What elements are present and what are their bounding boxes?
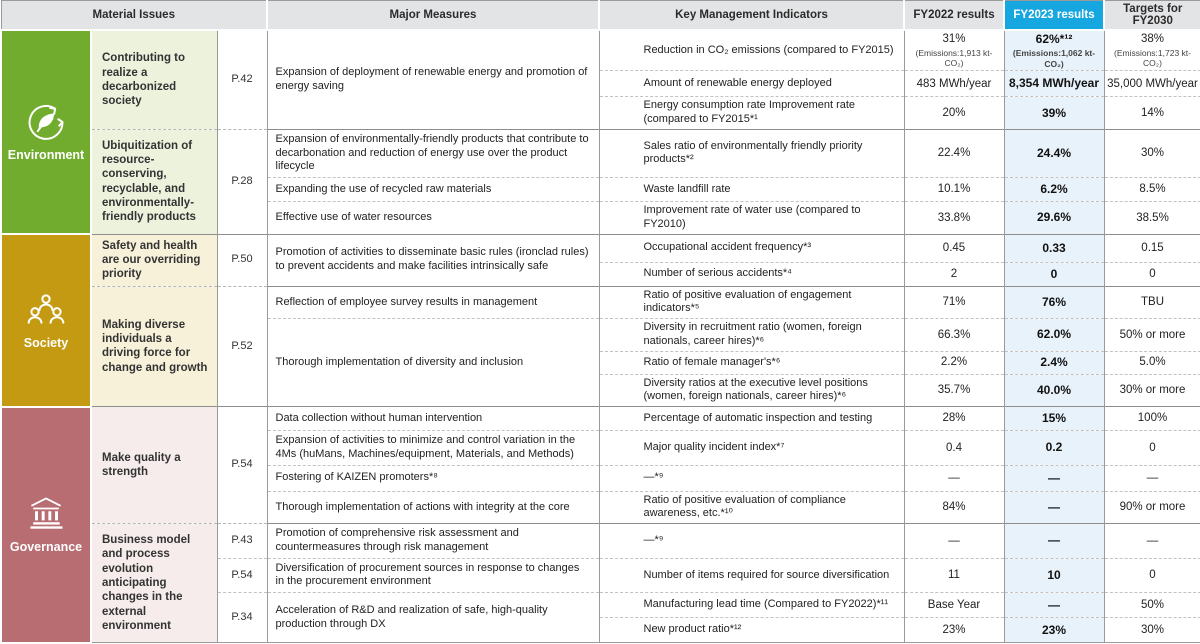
fy2023-value xyxy=(1004,202,1104,235)
material-issue-cell: Ubiquitization of resource- conserving, recyclable, and environmentally-friendly products xyxy=(91,129,217,234)
indicator-cell: Percentage of automatic inspection and testing xyxy=(599,407,904,431)
value-main: 0.15 xyxy=(1141,241,1164,254)
measure-cell: Diversification of procurement sources in response to changes in the procurement environment xyxy=(267,558,599,593)
measure-cell: Thorough implementation of actions with integrity at the core xyxy=(267,491,599,524)
table-row xyxy=(1,30,1200,71)
indicator-cell: Ratio of positive evaluation of compliance awareness, etc.*¹⁰ xyxy=(599,491,904,524)
value-main: 5.0% xyxy=(1139,356,1166,369)
fy2022-value xyxy=(904,234,1004,262)
material-issue-cell: Safety and health are our overriding priority xyxy=(91,234,217,286)
section-society xyxy=(1,234,91,407)
value-main: 28% xyxy=(942,412,966,425)
material-issue-cell: Business model and process evolution anticipating changes in the external environment xyxy=(91,524,217,643)
table-row xyxy=(1,524,1200,559)
fy2022-value xyxy=(904,407,1004,431)
value-main: 8,354 MWh/year xyxy=(1008,76,1100,91)
fy2030-target xyxy=(1104,465,1200,491)
material-issue-cell: Make quality a strength xyxy=(91,407,217,524)
measure-cell: Promotion of activities to disseminate basic rules (ironclad rules) to prevent accidents and make facilities intrinsically safe xyxy=(267,234,599,286)
fy2023-value xyxy=(1004,286,1104,319)
value-main: 6.2% xyxy=(1040,182,1068,196)
value-main: 39% xyxy=(1041,105,1067,120)
indicator-cell: —*⁹ xyxy=(599,465,904,491)
value-main: — xyxy=(1146,471,1159,484)
fy2022-value xyxy=(904,286,1004,319)
fy2023-value xyxy=(1004,262,1104,286)
measure-cell: Effective use of water resources xyxy=(267,202,599,235)
value-main: 90% or more xyxy=(1119,501,1186,514)
fy2023-value xyxy=(1004,30,1104,71)
fy2022-value xyxy=(904,374,1004,407)
value-main: 23% xyxy=(1041,622,1067,637)
value-main: 10 xyxy=(1047,567,1061,582)
fy2022-value xyxy=(904,97,1004,130)
measure-cell: Expansion of environmentally-friendly products that contribute to decarbonation and reduction of energy use over the product lifecycle xyxy=(267,129,599,177)
value-main: 33.8% xyxy=(937,211,971,224)
fy2030-target xyxy=(1104,351,1200,374)
value-main: 62%*¹² xyxy=(1035,32,1073,46)
fy2022-value xyxy=(904,491,1004,524)
value-main: 14% xyxy=(1140,106,1165,119)
value-main: 84% xyxy=(942,501,966,514)
indicator-cell: Number of items required for source diversification xyxy=(599,558,904,593)
fy2023-value xyxy=(1004,71,1104,97)
fy2030-target xyxy=(1104,374,1200,407)
fy2030-target xyxy=(1104,286,1200,319)
section-label: Society xyxy=(23,336,69,350)
table-row xyxy=(1,129,1200,177)
value-main: 35,000 MWh/year xyxy=(1107,77,1198,90)
indicator-cell: Major quality incident index*⁷ xyxy=(599,431,904,466)
section-environment xyxy=(1,30,91,234)
indicator-cell: Waste landfill rate xyxy=(599,178,904,202)
fy2030-target xyxy=(1104,202,1200,235)
fy2022-value xyxy=(904,71,1004,97)
value-main: 20% xyxy=(942,106,966,119)
indicator-cell: Energy consumption rate Improvement rate (compared to FY2015*¹ xyxy=(599,97,904,130)
value-main: 10.1% xyxy=(937,183,971,196)
value-main: 0 xyxy=(1149,267,1156,280)
value-main: 0.4 xyxy=(946,441,962,454)
table-row xyxy=(1,286,1200,319)
fy2022-value xyxy=(904,593,1004,618)
fy2030-target xyxy=(1104,178,1200,202)
fy2030-target xyxy=(1104,558,1200,593)
value-main: 71% xyxy=(942,296,966,309)
value-main: 0 xyxy=(1050,266,1058,281)
people-group-icon xyxy=(25,289,67,331)
fy2022-value xyxy=(904,129,1004,177)
measure-cell: Expanding the use of recycled raw materials xyxy=(267,178,599,202)
fy2023-value xyxy=(1004,234,1104,262)
measure-cell: Promotion of comprehensive risk assessment and countermeasures through risk management xyxy=(267,524,599,559)
fy2023-value xyxy=(1004,618,1104,643)
value-main: 0.45 xyxy=(942,241,966,254)
value-main: 100% xyxy=(1137,412,1168,425)
table-row xyxy=(1,234,1200,262)
page-ref: P.54 xyxy=(217,407,267,524)
fy2030-target xyxy=(1104,71,1200,97)
value-main: 8.5% xyxy=(1139,183,1166,196)
value-main: 2 xyxy=(950,267,958,280)
measure-cell: Reflection of employee survey results in management xyxy=(267,286,599,319)
indicator-cell: Sales ratio of environmentally friendly priority products*² xyxy=(599,129,904,177)
value-main: 2.4% xyxy=(1040,355,1068,370)
fy2030-target xyxy=(1104,618,1200,643)
value-main: 0 xyxy=(1149,569,1156,582)
indicator-cell: Ratio of positive evaluation of engagement indicators*⁵ xyxy=(599,286,904,319)
page-ref: P.52 xyxy=(217,286,267,407)
fy2023-value xyxy=(1004,351,1104,374)
section-label: Environment xyxy=(7,147,85,162)
header-targets-fy2030: Targets for FY2030 xyxy=(1104,1,1200,31)
fy2023-value xyxy=(1004,465,1104,491)
value-sub: (Emissions:1,062 kt-CO₂) xyxy=(1012,48,1096,69)
page-ref: P.50 xyxy=(217,234,267,286)
fy2030-target xyxy=(1104,97,1200,130)
value-main: 30% xyxy=(1140,147,1165,160)
fy2030-target xyxy=(1104,234,1200,262)
eco-leaf-recycle-icon xyxy=(25,101,67,143)
fy2023-value xyxy=(1004,524,1104,559)
header-fy2022-results: FY2022 results xyxy=(904,1,1004,31)
material-issue-cell: Contributing to realize a decarbonized society xyxy=(91,30,217,129)
value-main: — xyxy=(1048,470,1060,485)
value-main: 50% xyxy=(1140,598,1165,611)
value-main: 38% xyxy=(1140,33,1165,46)
fy2023-value xyxy=(1004,407,1104,431)
fy2030-target xyxy=(1104,431,1200,466)
table-row xyxy=(1,407,1200,431)
header-key-management-indicators: Key Management Indicators xyxy=(599,1,904,31)
value-main: 35.7% xyxy=(937,384,971,397)
value-main: 38.5% xyxy=(1136,211,1169,224)
value-main: — xyxy=(1048,499,1060,514)
value-main: 30% xyxy=(1140,623,1165,636)
fy2023-value xyxy=(1004,491,1104,524)
value-main: 15% xyxy=(1041,411,1067,426)
value-main: — xyxy=(948,534,960,547)
value-main: 76% xyxy=(1041,294,1067,309)
indicator-cell: Occupational accident frequency*³ xyxy=(599,234,904,262)
fy2022-value xyxy=(904,202,1004,235)
fy2022-value xyxy=(904,262,1004,286)
fy2023-value xyxy=(1004,319,1104,352)
value-main: 40.0% xyxy=(1036,382,1072,397)
fy2023-value xyxy=(1004,178,1104,202)
fy2023-value xyxy=(1004,374,1104,407)
material-issue-cell: Making diverse individuals a driving force for change and growth xyxy=(91,286,217,407)
fy2022-value xyxy=(904,178,1004,202)
value-main: 22.4% xyxy=(937,147,971,160)
value-main: — xyxy=(1146,534,1159,547)
value-main: TBU xyxy=(1141,296,1164,309)
value-main: 24.4% xyxy=(1036,145,1072,160)
value-main: 31% xyxy=(942,33,966,46)
value-main: Base Year xyxy=(927,598,981,611)
fy2030-target xyxy=(1104,407,1200,431)
indicator-cell: Diversity in recruitment ratio (women, foreign nationals, career hires)*⁶ xyxy=(599,319,904,352)
header-material-issues: Material Issues xyxy=(1,1,267,31)
section-label: Governance xyxy=(9,540,83,555)
indicator-cell: —*⁹ xyxy=(599,524,904,559)
fy2022-value xyxy=(904,524,1004,559)
measure-cell: Expansion of activities to minimize and control variation in the 4Ms (huMans, Machines/equipment, Materials, and Methods) xyxy=(267,431,599,466)
value-main: 23% xyxy=(942,623,966,636)
fy2023-value xyxy=(1004,129,1104,177)
fy2023-value xyxy=(1004,97,1104,130)
value-main: — xyxy=(948,471,960,484)
section-governance xyxy=(1,407,91,643)
value-main: 66.3% xyxy=(937,328,971,341)
header-major-measures: Major Measures xyxy=(267,1,599,31)
indicator-cell: Diversity ratios at the executive level positions (women, foreign nationals, career hires)*⁶ xyxy=(599,374,904,407)
indicator-cell: Manufacturing lead time (Compared to FY2022)*¹¹ xyxy=(599,593,904,618)
page-ref: P.43 xyxy=(217,524,267,559)
fy2030-target xyxy=(1104,524,1200,559)
fy2030-target xyxy=(1104,593,1200,618)
fy2022-value xyxy=(904,30,1004,71)
fy2022-value xyxy=(904,465,1004,491)
value-main: 0 xyxy=(1149,441,1156,454)
bank-building-icon xyxy=(25,493,67,535)
measure-cell: Thorough implementation of diversity and inclusion xyxy=(267,319,599,407)
value-main: — xyxy=(1048,597,1060,612)
page-ref: P.42 xyxy=(217,30,267,129)
page-ref: P.28 xyxy=(217,129,267,234)
value-main: 62.0% xyxy=(1036,327,1072,342)
page-ref: P.54 xyxy=(217,558,267,593)
fy2023-value xyxy=(1004,593,1104,618)
fy2023-value xyxy=(1004,431,1104,466)
value-sub: (Emissions:1,913 kt-CO₂) xyxy=(915,47,993,69)
value-main: 483 MWh/year xyxy=(916,77,992,90)
fy2030-target xyxy=(1104,491,1200,524)
value-main: 0.2 xyxy=(1045,440,1063,455)
fy2022-value xyxy=(904,351,1004,374)
value-main: 0.33 xyxy=(1042,240,1066,255)
value-main: 11 xyxy=(948,569,960,582)
fy2022-value xyxy=(904,431,1004,466)
measure-cell: Data collection without human intervention xyxy=(267,407,599,431)
fy2022-value xyxy=(904,319,1004,352)
value-main: 50% or more xyxy=(1119,328,1186,341)
measure-cell: Expansion of deployment of renewable energy and promotion of energy saving xyxy=(267,30,599,129)
fy2030-target xyxy=(1104,30,1200,71)
value-main: 2.2% xyxy=(940,356,968,369)
indicator-cell: Ratio of female manager's*⁶ xyxy=(599,351,904,374)
fy2030-target xyxy=(1104,319,1200,352)
value-main: 29.6% xyxy=(1036,210,1072,225)
fy2022-value xyxy=(904,618,1004,643)
indicator-cell: Amount of renewable energy deployed xyxy=(599,71,904,97)
value-sub: (Emissions:1,723 kt-CO₂) xyxy=(1114,47,1191,69)
indicator-cell: Number of serious accidents*⁴ xyxy=(599,262,904,286)
page-ref: P.34 xyxy=(217,593,267,643)
fy2030-target xyxy=(1104,129,1200,177)
indicator-cell: Improvement rate of water use (compared to FY2010) xyxy=(599,202,904,235)
fy2030-target xyxy=(1104,262,1200,286)
fy2023-value xyxy=(1004,558,1104,593)
value-main: — xyxy=(1048,533,1060,548)
fy2022-value xyxy=(904,558,1004,593)
indicator-cell: Reduction in CO₂ emissions (compared to FY2015) xyxy=(599,30,904,71)
measure-cell: Acceleration of R&D and realization of safe, high-quality production through DX xyxy=(267,593,599,643)
header-row xyxy=(1,1,1200,31)
measure-cell: Fostering of KAIZEN promoters*⁸ xyxy=(267,465,599,491)
value-main: 30% or more xyxy=(1119,384,1186,397)
header-fy2023-results: FY2023 results xyxy=(1004,1,1104,31)
indicator-cell: New product ratio*¹² xyxy=(599,618,904,643)
